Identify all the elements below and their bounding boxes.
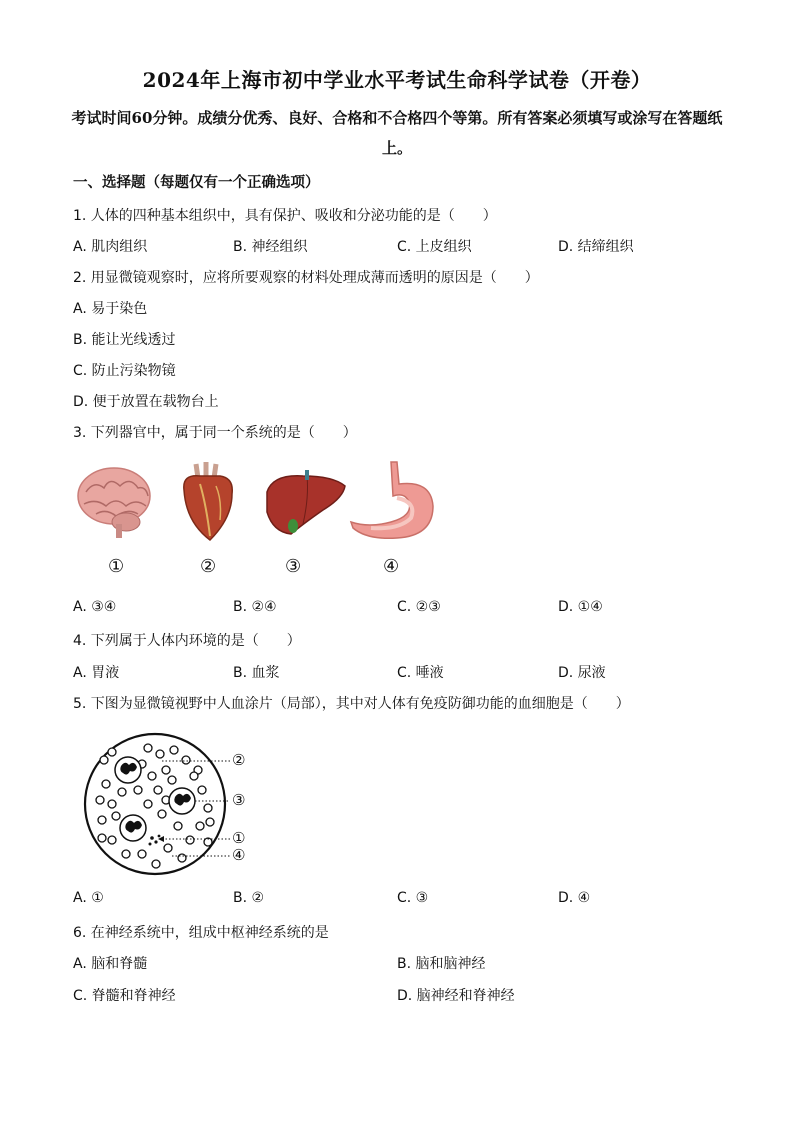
- blood-label-1: ①: [232, 829, 246, 847]
- red-blood-cell: [182, 756, 190, 764]
- red-blood-cell: [134, 786, 142, 794]
- red-blood-cell: [100, 756, 108, 764]
- q3-option-c: C. ②③: [397, 599, 441, 615]
- q5-option-c: C. ③: [397, 890, 429, 906]
- question-4-stem: 4. 下列属于人体内环境的是（ ）: [73, 633, 301, 649]
- red-blood-cell: [196, 822, 204, 830]
- q5-option-a: A. ①: [73, 890, 104, 906]
- red-blood-cell: [118, 788, 126, 796]
- red-blood-cell: [108, 748, 116, 756]
- q6-option-b: B. 脑和脑神经: [397, 956, 486, 972]
- red-blood-cell: [164, 844, 172, 852]
- red-blood-cell: [154, 786, 162, 794]
- question-3-stem: 3. 下列器官中，属于同一个系统的是（ ）: [73, 425, 357, 441]
- question-5-stem: 5. 下图为显微镜视野中人血涂片（局部），其中对人体有免疫防御功能的血细胞是（ ）: [73, 696, 630, 712]
- q3-option-a: A. ③④: [73, 599, 117, 615]
- red-blood-cell: [108, 800, 116, 808]
- red-blood-cell: [144, 744, 152, 752]
- q4-option-d: D. 尿液: [558, 665, 606, 681]
- q5-option-b: B. ②: [233, 890, 265, 906]
- q2-option-c: C. 防止污染物镜: [73, 363, 176, 379]
- q2-option-b: B. 能让光线透过: [73, 332, 176, 348]
- brain-image: [76, 462, 154, 540]
- red-blood-cell: [168, 776, 176, 784]
- section-heading: 一、选择题（每题仅有一个正确选项）: [73, 174, 320, 191]
- stomach-image: [347, 458, 439, 544]
- organ-label-3: ③: [285, 556, 302, 577]
- q5-option-d: D. ④: [558, 890, 591, 906]
- red-blood-cell: [186, 836, 194, 844]
- q4-option-b: B. 血浆: [233, 665, 280, 681]
- q4-option-c: C. 唾液: [397, 665, 444, 681]
- q1-option-c: C. 上皮组织: [397, 239, 472, 255]
- q3-option-b: B. ②④: [233, 599, 277, 615]
- q1-option-b: B. 神经组织: [233, 239, 308, 255]
- exam-instructions: 考试时间60分钟。成绩分优秀、良好、合格和不合格四个等第。所有答案必须填写或涂写在答题纸上。: [71, 109, 723, 157]
- question-6-stem: 6. 在神经系统中，组成中枢神经系统的是: [73, 925, 329, 941]
- question-2-stem: 2. 用显微镜观察时，应将所要观察的材料处理成薄而透明的原因是（ ）: [73, 270, 539, 286]
- red-blood-cell: [96, 796, 104, 804]
- red-blood-cell: [112, 812, 120, 820]
- q6-option-d: D. 脑神经和脊神经: [397, 988, 515, 1004]
- q3-option-d: D. ①④: [558, 599, 603, 615]
- q4-option-a: A. 胃液: [73, 665, 120, 681]
- red-blood-cell: [102, 780, 110, 788]
- red-blood-cell: [138, 850, 146, 858]
- red-blood-cell: [206, 818, 214, 826]
- heart-image: [176, 460, 238, 544]
- red-blood-cell: [190, 772, 198, 780]
- red-blood-cell: [178, 854, 186, 862]
- question-1-stem: 1. 人体的四种基本组织中，具有保护、吸收和分泌功能的是（ ）: [73, 208, 497, 224]
- q1-option-a: A. 肌肉组织: [73, 239, 148, 255]
- red-blood-cell: [152, 860, 160, 868]
- q6-option-c: C. 脊髓和脊神经: [73, 988, 176, 1004]
- organ-label-1: ①: [108, 556, 125, 577]
- red-blood-cell: [148, 772, 156, 780]
- red-blood-cell: [98, 816, 106, 824]
- liver-image: [263, 468, 349, 540]
- red-blood-cell: [158, 810, 166, 818]
- red-blood-cell: [198, 786, 206, 794]
- red-blood-cell: [144, 800, 152, 808]
- q6-option-a: A. 脑和脊髓: [73, 956, 148, 972]
- red-blood-cell: [98, 834, 106, 842]
- red-blood-cell: [108, 836, 116, 844]
- organ-label-4: ④: [383, 556, 400, 577]
- red-blood-cell: [162, 766, 170, 774]
- red-blood-cell: [174, 822, 182, 830]
- page-title: 2024年上海市初中学业水平考试生命科学试卷（开卷）: [142, 68, 652, 92]
- red-blood-cell: [204, 804, 212, 812]
- blood-label-2: ②: [232, 751, 246, 769]
- q1-option-d: D. 结缔组织: [558, 239, 634, 255]
- red-blood-cell: [122, 850, 130, 858]
- blood-label-4: ④: [232, 846, 246, 864]
- blood-label-3: ③: [232, 791, 246, 809]
- q2-option-d: D. 便于放置在载物台上: [73, 394, 219, 410]
- red-blood-cell: [156, 750, 164, 758]
- red-blood-cell: [170, 746, 178, 754]
- organ-label-2: ②: [200, 556, 217, 577]
- q2-option-a: A. 易于染色: [73, 301, 148, 317]
